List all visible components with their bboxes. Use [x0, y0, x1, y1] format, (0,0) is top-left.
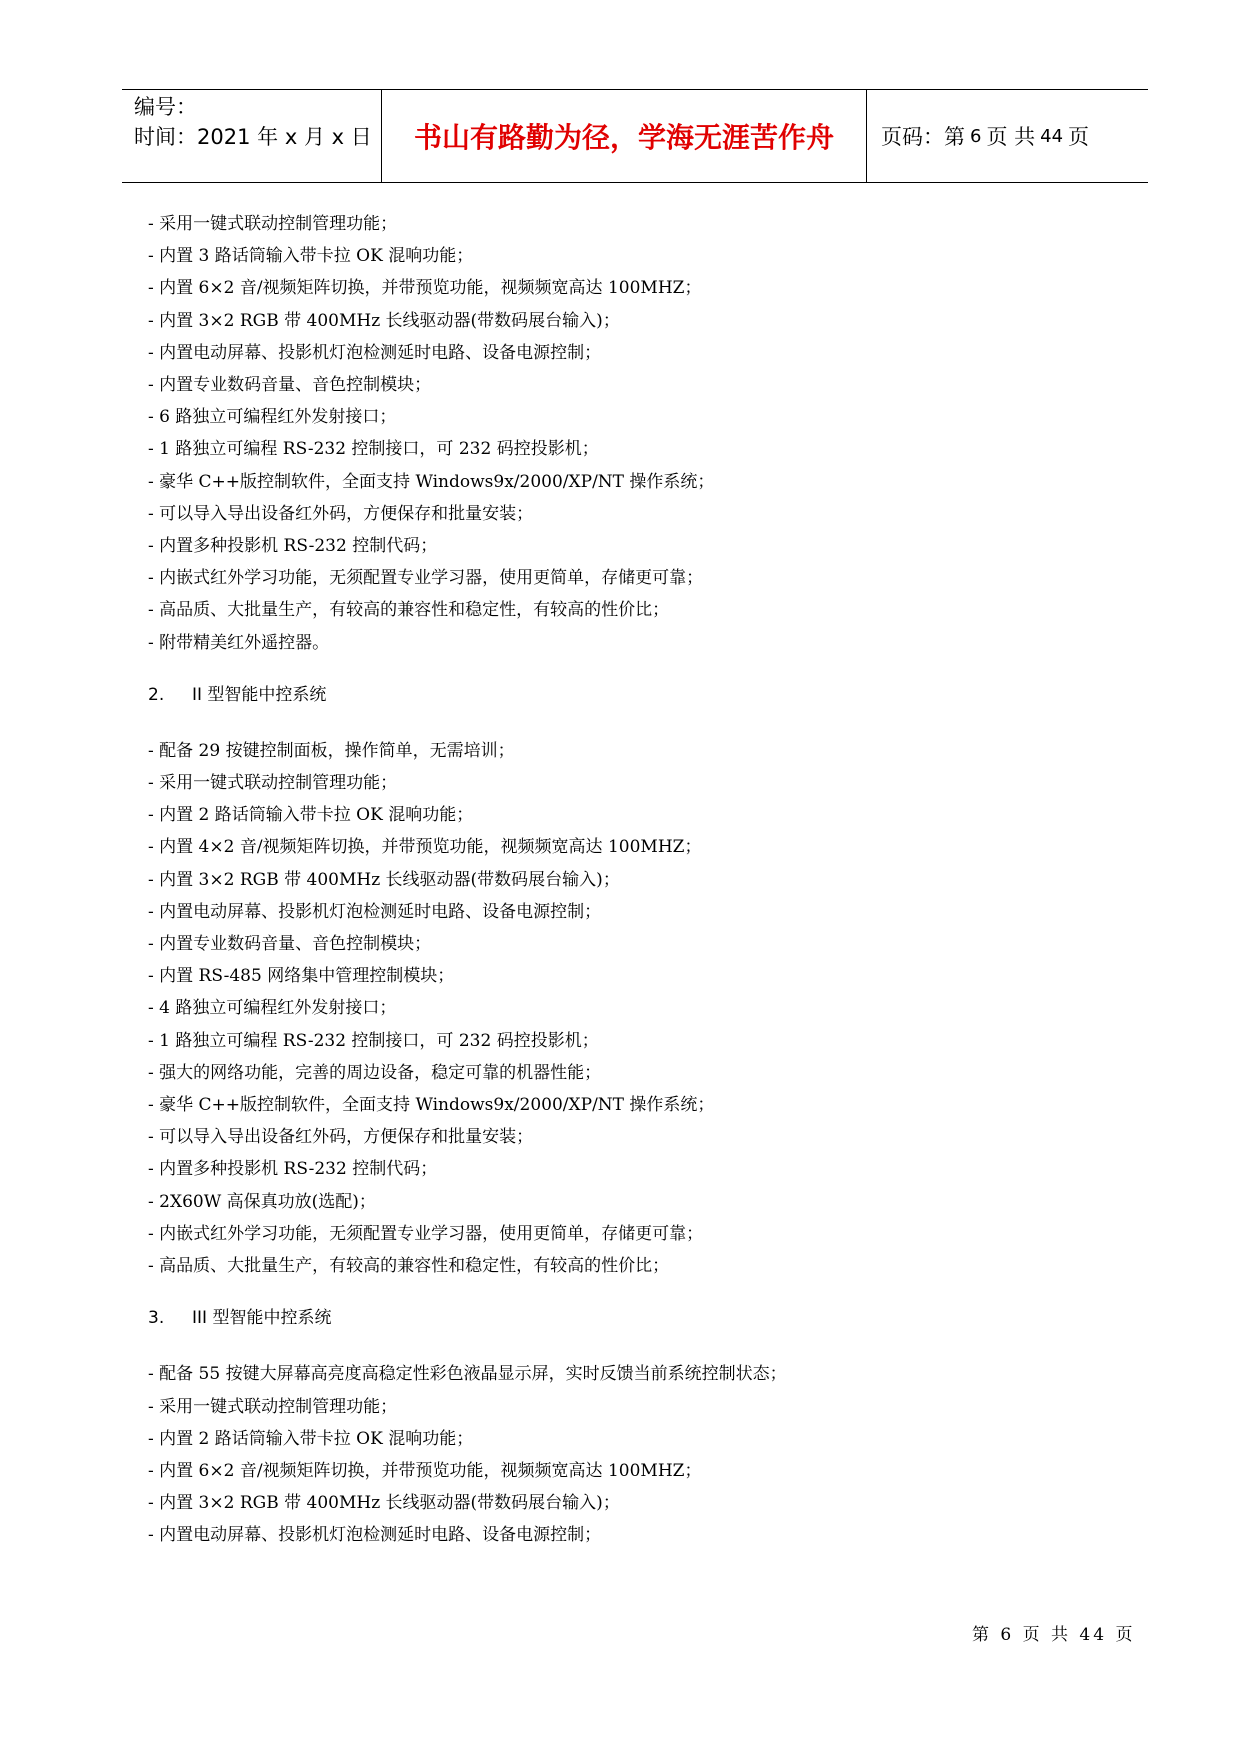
section-3-number: 3.: [148, 1308, 165, 1329]
year-suffix: 年: [257, 125, 279, 149]
list-item: - 内置电动屏幕、投影机灯泡检测延时电路、设备电源控制；: [148, 901, 602, 922]
list-item: - 强大的网络功能，完善的周边设备，稳定可靠的机器性能；: [148, 1062, 602, 1083]
list-item: - 1 路独立可编程 RS-232 控制接口，可 232 码控投影机；: [148, 439, 599, 460]
time-line: [134, 122, 381, 152]
section-2-title: II 型智能中控系统: [192, 684, 327, 705]
time-label: 时间：: [134, 125, 197, 149]
list-item: - 附带精美红外遥控器。: [148, 632, 330, 653]
day-suffix: 日: [350, 125, 372, 149]
section-3-list: [148, 1358, 1138, 1551]
list-item: - 采用一键式联动控制管理功能；: [148, 1396, 398, 1417]
list-item: - 内嵌式红外学习功能，无须配置专业学习器，使用更简单，存储更可靠；: [148, 1223, 704, 1244]
list-item: - 内置电动屏幕、投影机灯泡检测延时电路、设备电源控制；: [148, 1525, 602, 1546]
year-value: 2021: [197, 125, 251, 149]
header-info-cell: [122, 90, 382, 182]
page-label: 页码：第: [881, 125, 965, 149]
list-item: - 1 路独立可编程 RS-232 控制接口，可 232 码控投影机；: [148, 1030, 599, 1051]
section-1-list: [148, 208, 1138, 659]
header-page-info: [867, 90, 1148, 182]
section-3-heading: [148, 1302, 1138, 1334]
month-suffix: 月: [303, 125, 325, 149]
list-item: - 内置 3×2 RGB 带 400MHz 长线驱动器(带数码展台输入)；: [148, 869, 620, 890]
page-current: 6: [970, 125, 982, 147]
document-body: [148, 208, 1138, 1552]
month-value: x: [284, 125, 298, 149]
list-item: - 4 路独立可编程红外发射接口；: [148, 998, 397, 1019]
list-item: - 内置专业数码音量、音色控制模块；: [148, 934, 432, 955]
number-label: 编号：: [134, 95, 197, 119]
list-item: - 可以导入导出设备红外码，方便保存和批量安装；: [148, 1127, 534, 1148]
list-item: - 6 路独立可编程红外发射接口；: [148, 407, 397, 428]
list-item: - 内置 2 路话筒输入带卡拉 OK 混响功能；: [148, 805, 474, 826]
list-item: - 内置 RS-485 网络集中管理控制模块；: [148, 966, 455, 987]
list-item: - 可以导入导出设备红外码，方便保存和批量安装；: [148, 503, 534, 524]
list-item: - 内嵌式红外学习功能，无须配置专业学习器，使用更简单，存储更可靠；: [148, 568, 704, 589]
list-item: - 内置 6×2 音/视频矩阵切换，并带预览功能，视频频宽高达 100MHZ；: [148, 1460, 702, 1481]
list-item: - 高品质、大批量生产，有较高的兼容性和稳定性，有较高的性价比；: [148, 1256, 670, 1277]
page-header: [122, 89, 1148, 183]
section-2-heading: [148, 679, 1138, 711]
header-motto: 书山有路勤为径，学海无涯苦作舟: [382, 90, 867, 182]
list-item: - 采用一键式联动控制管理功能；: [148, 214, 398, 234]
list-item: - 高品质、大批量生产，有较高的兼容性和稳定性，有较高的性价比；: [148, 600, 670, 621]
list-item: - 豪华 C++版控制软件，全面支持 Windows9x/2000/XP/NT 操作系统；: [148, 471, 715, 492]
page-total: 44: [1040, 125, 1064, 147]
section-2-number: 2.: [148, 684, 165, 705]
list-item: - 内置多种投影机 RS-232 控制代码；: [148, 1159, 438, 1180]
list-item: - 豪华 C++版控制软件，全面支持 Windows9x/2000/XP/NT 操作系统；: [148, 1095, 715, 1116]
list-item: - 配备 29 按键控制面板，操作简单，无需培训；: [148, 740, 515, 761]
list-item: - 内置专业数码音量、音色控制模块；: [148, 375, 432, 396]
list-item: - 2X60W 高保真功放(选配)；: [148, 1191, 376, 1212]
list-item: - 配备 55 按键大屏幕高亮度高稳定性彩色液晶显示屏，实时反馈当前系统控制状态；: [148, 1364, 787, 1385]
page-end: 页: [1068, 125, 1090, 149]
list-item: - 内置电动屏幕、投影机灯泡检测延时电路、设备电源控制；: [148, 342, 602, 363]
list-item: - 采用一键式联动控制管理功能；: [148, 773, 398, 794]
list-item: - 内置 3 路话筒输入带卡拉 OK 混响功能；: [148, 246, 474, 267]
list-item: - 内置 6×2 音/视频矩阵切换，并带预览功能，视频频宽高达 100MHZ；: [148, 278, 702, 299]
list-item: - 内置 3×2 RGB 带 400MHz 长线驱动器(带数码展台输入)；: [148, 310, 620, 331]
day-value: x: [331, 125, 345, 149]
section-2-list: [148, 735, 1138, 1282]
list-item: - 内置多种投影机 RS-232 控制代码；: [148, 536, 438, 557]
list-item: - 内置 3×2 RGB 带 400MHz 长线驱动器(带数码展台输入)；: [148, 1493, 620, 1514]
section-3-title: III 型智能中控系统: [192, 1308, 332, 1329]
list-item: - 内置 2 路话筒输入带卡拉 OK 混响功能；: [148, 1428, 474, 1449]
list-item: - 内置 4×2 音/视频矩阵切换，并带预览功能，视频频宽高达 100MHZ；: [148, 837, 702, 858]
page-footer: 第 6 页 共 44 页: [972, 1625, 1136, 1645]
page-mid: 页 共: [986, 125, 1036, 149]
